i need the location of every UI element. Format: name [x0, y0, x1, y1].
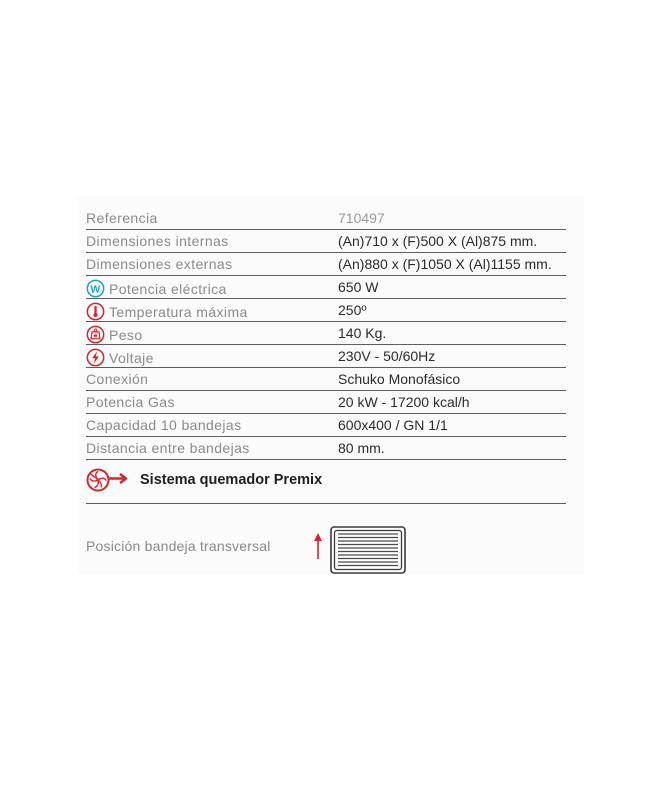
- spec-label: Potencia Gas: [86, 394, 175, 410]
- spec-value: 80 mm.: [338, 440, 385, 456]
- spec-row-peso: [86, 322, 566, 345]
- spec-value: 20 kW - 17200 kcal/h: [338, 394, 470, 410]
- spec-label: Capacidad 10 bandejas: [86, 417, 242, 433]
- weight-icon: [86, 325, 105, 344]
- spec-row-temperatura-maxima: [86, 299, 566, 322]
- spec-label: Dimensiones internas: [86, 233, 229, 249]
- spec-value: (An)880 x (F)1050 X (Al)1155 mm.: [338, 256, 552, 272]
- spec-row-dimensiones-internas: [86, 230, 566, 253]
- spec-row-conexion: [86, 368, 566, 391]
- spec-row-voltaje: [86, 345, 566, 368]
- spec-value: 230V - 50/60Hz: [338, 348, 436, 364]
- spec-label: Dimensiones externas: [86, 256, 233, 272]
- thermometer-icon: [86, 302, 105, 321]
- spec-row-distancia: [86, 437, 566, 460]
- spec-label: Referencia: [86, 210, 158, 226]
- tray-position-label: Posición bandeja transversal: [86, 538, 271, 554]
- spec-value: 250º: [338, 302, 367, 318]
- tray-icon: [330, 526, 406, 574]
- spec-value: 600x400 / GN 1/1: [338, 417, 448, 433]
- spec-label: Temperatura máxima: [109, 303, 248, 320]
- spec-label: Voltaje: [109, 349, 154, 366]
- lightning-icon: [86, 348, 105, 367]
- premix-burner-icon: [85, 467, 139, 493]
- svg-text:W: W: [90, 284, 101, 296]
- spec-row-referencia: [86, 207, 566, 230]
- power-w-icon: [86, 279, 105, 298]
- spec-value: 710497: [338, 210, 385, 226]
- spec-label: Conexión: [86, 371, 149, 387]
- spec-label: Peso: [109, 326, 143, 343]
- spec-table: [86, 207, 566, 504]
- spec-row-potencia-electrica: [86, 276, 566, 299]
- spec-label: Potencia eléctrica: [109, 280, 227, 297]
- spec-row-dimensiones-externas: [86, 253, 566, 276]
- arrow-up-icon: [313, 532, 323, 560]
- spec-value: 140 Kg.: [338, 325, 387, 341]
- premix-label: Sistema quemador Premix: [140, 472, 323, 488]
- spec-row-potencia-gas: [86, 391, 566, 414]
- spec-value: 650 W: [338, 279, 379, 295]
- spec-value: (An)710 x (F)500 X (Al)875 mm.: [338, 233, 538, 249]
- spec-row-capacidad: [86, 414, 566, 437]
- spec-value: Schuko Monofásico: [338, 371, 461, 387]
- spec-label: Distancia entre bandejas: [86, 440, 250, 456]
- spec-row-premix: [86, 460, 566, 504]
